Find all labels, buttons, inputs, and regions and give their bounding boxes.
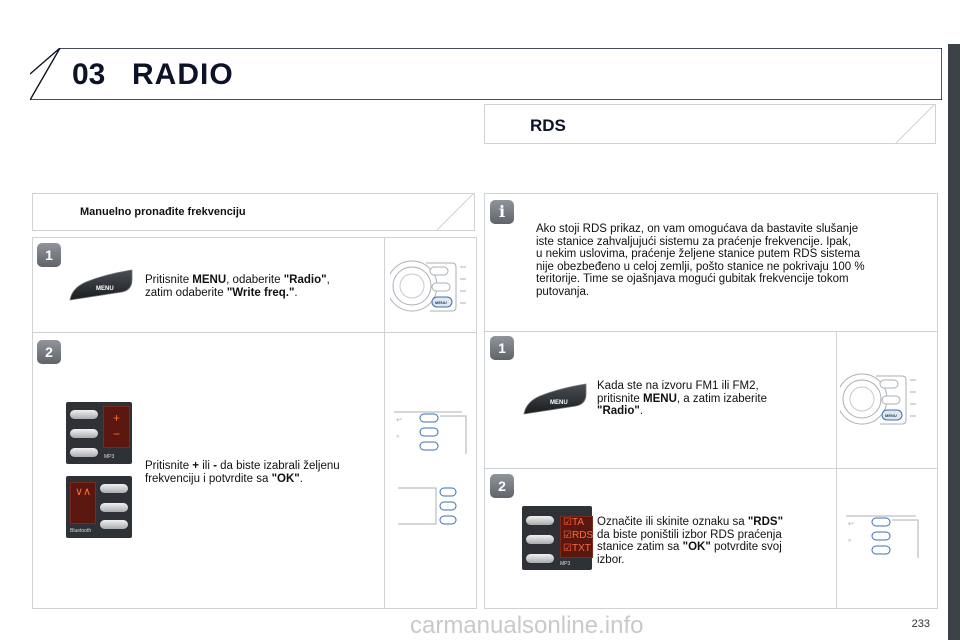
step-badge: 1 [37,243,61,267]
divider [485,331,937,332]
right-step2-text [597,516,827,566]
control-panel-drawing [844,512,924,562]
text: stanice zatim sa [597,541,683,553]
divider [485,468,937,469]
text: zatim odaberite [145,286,227,299]
menu-key-label: MENU [550,400,568,406]
mp3-label: MP3 [560,561,571,567]
radio-keyword: "Radio" [597,405,640,417]
page-number: 233 [911,618,930,630]
text: Označite ili skinite oznaku sa [597,516,748,528]
back-icon: ↩ [396,417,402,424]
bluetooth-label: Bluetooth [70,528,92,534]
display-screen [70,482,96,524]
button [526,535,554,544]
menu-key-image [66,266,136,304]
info-text [536,223,916,298]
side-bar [948,44,960,640]
step-badge: 2 [37,340,61,364]
button [70,410,98,419]
text: da biste poništili izbor RDS praćenja [597,528,782,541]
divider [384,238,385,608]
step-badge: 1 [490,336,514,360]
display-screen [560,516,593,558]
ok-keyword: "OK" [271,472,300,485]
menu-keyword: MENU [192,274,227,286]
rds-control-image [522,506,592,570]
control-panel-drawing [396,484,470,530]
screen-minus: − [113,427,121,441]
plus-keyword: + [192,460,200,472]
button [100,520,128,529]
left-step2-text [145,460,375,485]
step-badge: 2 [490,474,514,498]
text: , [326,274,330,286]
button [70,448,98,457]
minus-keyword: - [213,460,217,472]
button [526,516,554,525]
text: . [294,286,298,299]
radio-keyword: "Radio" [283,274,327,286]
text: Pritisnite [145,460,193,472]
rds-keyword: "RDS" [747,516,784,528]
button [526,554,554,563]
text: Pritisnite [145,274,193,286]
info-line: Ako stoji RDS prikaz, on vam omogućava da bastavite slušanje [536,223,859,235]
control-panel-drawing [392,408,472,456]
text: potvrdite svoj [710,541,782,553]
forward-icon: » [848,538,852,544]
menu-key-label: MENU [96,286,114,292]
control-panel-drawing [390,255,474,317]
button [100,484,128,493]
text: , odaberite [226,274,284,286]
plus-minus-control-image [66,402,132,464]
info-line: u nekim uslovima, praćenje željene stanice putem RDS sistema [536,248,861,260]
menu-label: MENU [435,300,447,305]
text: pritisnite [597,392,644,405]
menu-label: MENU [885,413,897,418]
screen-arrows: ∨∧ [75,486,92,498]
text: Kada ste na izvoru FM1 ili FM2, [597,380,759,392]
screen-rds: ☑RDS [563,530,594,541]
divider [836,331,837,608]
screen-ta: ☑TA [563,517,585,528]
text: , a zatim izaberite [676,392,768,405]
info-line: putovanja. [536,285,590,298]
text: . [299,472,303,485]
left-heading: Manuelno pronađite frekvenciju [80,206,246,218]
rds-section-title: RDS [530,116,566,135]
rds-label: RDS [571,530,594,541]
ok-control-image [66,476,132,538]
control-panel-drawing [840,368,924,430]
mp3-label: MP3 [104,454,115,460]
ok-keyword: "OK" [682,541,711,553]
forward-icon: » [396,434,400,440]
menu-key-image [520,380,590,418]
txt-label: TXT [571,543,591,554]
info-line: iste stanice zahvaljujući sistemu za praćenje frekvencije. Ipak, [536,235,852,248]
screen-txt: ☑TXT [563,543,591,554]
text: izbor. [597,553,625,566]
left-step1-text [145,274,375,299]
info-line: teritorije. Time se ojašnjava mogući gubitak frekvencije tokom [536,273,849,285]
button [70,429,98,438]
text: frekvenciju i potvrdite sa [145,472,272,485]
text: . [639,405,644,417]
info-line: nije obezbeđeno u celoj zemlji, pošto stanice ne pokrivaju 100 % [536,260,865,273]
chapter-title: RADIO [132,58,234,91]
menu-keyword: MENU [643,392,677,405]
watermark: carmanualsonline.info [410,612,644,639]
divider [33,332,476,333]
right-step1-text [597,380,827,418]
text: ili [199,460,214,472]
screen-plus: + [113,411,121,425]
text: da biste izabrali željenu [216,460,340,472]
ta-label: TA [571,517,585,528]
button [100,503,128,512]
write-freq-keyword: "Write freq." [226,286,295,299]
info-icon: i [490,200,514,224]
display-screen [103,406,130,448]
back-icon: ↩ [848,521,854,528]
chapter-number: 03 [72,58,106,91]
